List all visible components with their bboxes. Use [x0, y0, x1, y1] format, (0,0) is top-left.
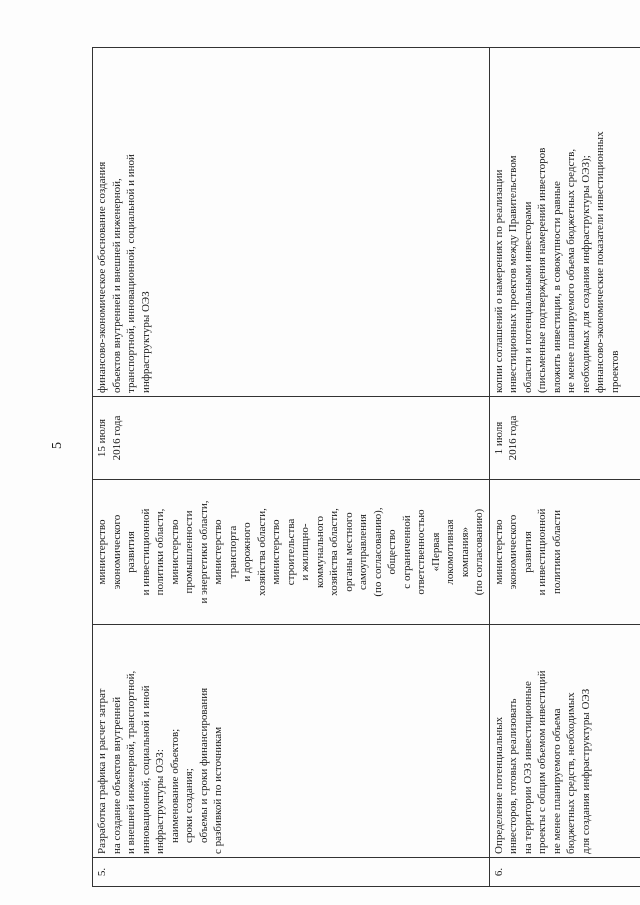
task-line: с разбивкой по источникам — [212, 726, 224, 854]
responsible-line: министерство — [492, 519, 505, 585]
responsible-line: министерство — [96, 519, 108, 585]
task-line: сроки создания; — [183, 768, 195, 854]
responsible-line: развития — [125, 531, 137, 573]
row-number: 6. — [489, 858, 640, 887]
task-line: инвесторов, готовых реализовать — [507, 698, 519, 854]
responsible-line: хозяйства области, — [328, 508, 340, 596]
task-line: инновационной, социальной и иной — [139, 685, 152, 854]
responsible-line: локомотивная — [444, 519, 456, 585]
responsible-line: коммунального — [313, 516, 326, 588]
responsible-line: политики области — [550, 509, 563, 595]
responsible-line: хозяйства области, — [255, 508, 268, 596]
task-line: проекты с общим объемом инвестиций — [536, 670, 548, 854]
responsible-cell — [489, 480, 640, 625]
result-cell — [93, 48, 490, 397]
deadline-line: 2016 года — [110, 415, 123, 461]
responsible-line: компания» — [458, 526, 471, 578]
result-line: инвестиционных проектов между Правительством — [507, 155, 519, 393]
deadline-line: 2016 года — [507, 415, 519, 461]
result-line: инфраструктуры ОЭЗ — [139, 291, 152, 393]
responsible-line: ответственностью — [415, 509, 427, 595]
table-row — [93, 48, 490, 887]
task-line: не менее планируемого объема — [550, 708, 563, 854]
result-line: области и потенциальными инвесторами — [521, 201, 534, 393]
responsible-line: развития — [521, 531, 534, 573]
responsible-line: транспорта — [226, 525, 239, 579]
task-line: бюджетных средств, необходимых — [565, 692, 577, 854]
rotated-content — [50, 47, 621, 887]
responsible-line: промышленности — [183, 510, 195, 594]
responsible-line: «Первая — [429, 532, 442, 572]
result-cell — [489, 48, 640, 397]
result-line: необходимых для создания инфраструктуры ОЭЗ); — [579, 155, 592, 393]
deadline-line: 15 июля — [96, 418, 108, 458]
task-line: и внешней инженерной, транспортной, — [125, 670, 137, 854]
task-line: на создание объектов внутренней — [110, 696, 123, 854]
responsible-line: министерство — [270, 519, 282, 585]
task-line: объемы и сроки финансирования — [197, 687, 210, 854]
row-number: 5. — [93, 858, 490, 887]
responsible-line: (по согласованию), — [371, 507, 384, 597]
result-line: вложить инвестиции, в совокупности равные — [550, 181, 563, 393]
task-line: инфраструктуры ОЭЗ: — [154, 749, 166, 854]
responsible-line: органы местного — [342, 512, 355, 592]
responsible-line: и инвестиционной — [139, 508, 152, 596]
responsible-line: и дорожного — [241, 522, 253, 582]
responsible-line: строительства — [284, 518, 297, 586]
task-cell — [489, 625, 640, 858]
responsible-line: самоуправления — [357, 514, 369, 590]
task-cell — [93, 625, 490, 858]
result-line: (письменные подтверждения намерений инвесторов — [536, 147, 548, 393]
task-line: Определение потенциальных — [492, 716, 505, 854]
result-line: проектов — [608, 350, 621, 393]
page-number: 5 — [50, 442, 65, 449]
result-line: объектов внутренней и внешней инженерной, — [110, 178, 123, 393]
task-line: на территории ОЭЗ инвестиционные — [521, 681, 534, 854]
result-line: транспортной, инновационной, социальной и иной — [125, 154, 137, 393]
responsible-cell — [93, 480, 490, 625]
result-line: финансово-экономические показатели инвестиционных — [594, 131, 606, 393]
task-line: наименование объектов; — [168, 728, 181, 854]
task-line: для создания инфраструктуры ОЭЗ — [579, 688, 592, 854]
responsible-line: экономического — [110, 514, 123, 590]
deadline-line: 1 июля — [492, 421, 505, 455]
responsible-line: экономического — [507, 514, 519, 590]
responsible-line: министерство — [168, 519, 181, 585]
deadline-cell — [489, 397, 640, 480]
responsible-line: и жилищно- — [299, 523, 311, 581]
responsible-line: политики области, — [154, 508, 166, 596]
table-row — [489, 48, 640, 887]
responsible-line: с ограниченной — [400, 515, 413, 589]
responsible-line: и инвестиционной — [536, 508, 548, 596]
plan-table — [92, 47, 640, 887]
responsible-line: и энергетики области, — [197, 500, 210, 604]
result-line: не менее планируемого объема бюджетных средств, — [565, 148, 577, 393]
responsible-line: министерство — [212, 519, 224, 585]
responsible-line: общество — [386, 529, 398, 575]
task-line: Разработка графика и расчет затрат — [96, 688, 108, 854]
responsible-line: (по согласованию) — [473, 508, 485, 596]
result-line: финансово-экономическое обоснование создания — [96, 161, 108, 393]
deadline-cell — [93, 397, 490, 480]
result-line: копии соглашений о намерениях по реализации — [492, 169, 505, 393]
